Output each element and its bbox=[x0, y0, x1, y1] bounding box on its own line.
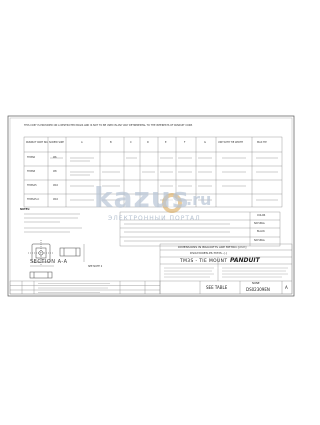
drawing-number: DS02309EN bbox=[246, 287, 270, 292]
col-header-e: E bbox=[165, 141, 167, 144]
watermark-domain: .ru bbox=[186, 190, 212, 209]
col-header-g: G bbox=[204, 141, 206, 144]
watermark-logo-text: kazus bbox=[94, 181, 190, 214]
color-header: COLOR bbox=[257, 214, 266, 217]
table-row-screw: #10 bbox=[53, 184, 59, 187]
dimensions-note: DIMENSIONS IN BRACKETS ARE METRIC [mm] bbox=[178, 245, 247, 249]
table-row-part: TM3S6 bbox=[27, 156, 36, 159]
col-header-d: D bbox=[147, 141, 149, 144]
section-a-a: SECTION A-A bbox=[30, 259, 68, 265]
title-text: TM3S - TIE MOUNT bbox=[180, 259, 228, 264]
table-row-screw: #10 bbox=[53, 198, 59, 201]
col-header-tie-width: USE WITH TIE WIDTH bbox=[218, 141, 244, 144]
drawing-number-top: DS02309EN.P6.TM3S..(.) bbox=[190, 251, 227, 255]
restricted-notice: THIS COPY IS PROVIDED ON A RESTRICTED BASIS AND IS NOT TO BE USED IN ANY WAY DETRIMENTAL TO THE INTERESTS OF PANDUIT CORP. bbox=[24, 124, 193, 127]
col-header-b: B bbox=[110, 141, 112, 144]
table-row-part: TM3S25-C bbox=[27, 198, 40, 201]
col-header-a: A bbox=[81, 141, 83, 144]
col-header-max-tie: MAX TIE bbox=[257, 141, 267, 144]
see-note-label: SEE NOTE 2 bbox=[88, 265, 103, 268]
scale-label: SEE TABLE bbox=[206, 285, 228, 290]
table-row-screw: #6 bbox=[53, 156, 57, 159]
table-row-part: TM3S8 bbox=[27, 170, 36, 173]
color-value: BLACK bbox=[257, 230, 265, 233]
col-header-part-no: PANDUIT PART NO. bbox=[26, 141, 49, 144]
col-header-f: F bbox=[184, 141, 186, 144]
sheet-label: NONE bbox=[252, 282, 260, 285]
table-row-part: TM3S25 bbox=[27, 184, 37, 187]
revision-letter: A bbox=[285, 285, 288, 290]
color-value: NATURAL bbox=[254, 239, 265, 242]
col-header-c: C bbox=[130, 141, 132, 144]
watermark-subtitle: ЭЛЕКТРОННЫЙ ПОРТАЛ bbox=[108, 215, 201, 222]
company-logo: PANDUIT bbox=[230, 257, 260, 264]
color-value: NATURAL bbox=[254, 222, 265, 225]
notes-title: NOTES: bbox=[20, 208, 30, 211]
table-row-screw: #8 bbox=[53, 170, 57, 173]
col-header-screw-size: SCREW SIZE bbox=[49, 141, 64, 144]
